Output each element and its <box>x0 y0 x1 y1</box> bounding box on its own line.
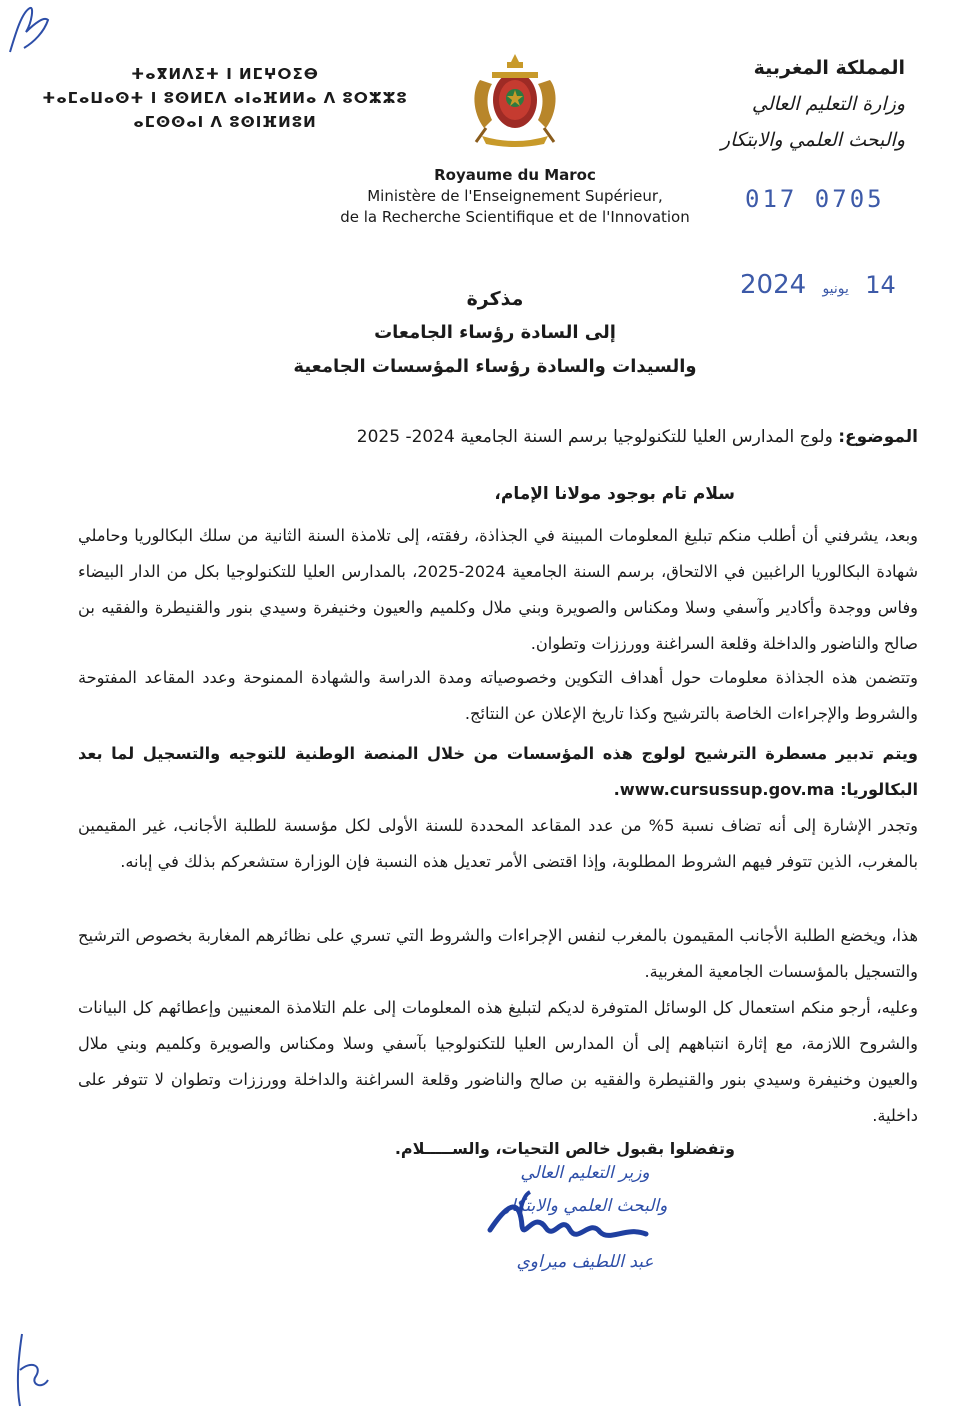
paragraph-3: ويتم تدبير مسطرة الترشيح لولوج هذه المؤسسات من خلال المنصة الوطنية للتوجيه والتسجيل لما بعد البكالوريا: www.cursussup.gov.ma. <box>78 744 918 799</box>
paragraph-4: وتجدر الإشارة إلى أنه تضاف نسبة 5% من عدد المقاعد المحددة للسنة الأولى لكل مؤسسة للطلبة الأجانب، غير المقيمين بالمغرب، الذين تتوفر فيهم الشروط المطلوبة، وإذا اقتضى الأمر تعديل هذه النسبة فإن الوزارة ستشعركم بذلك في إبانه. <box>78 816 918 871</box>
arabic-ministry: وزارة التعليم العالي <box>751 93 905 115</box>
amazigh-line-3: ⴰⵎⵙⵙⴰⵏ ⴷ ⵓⵙⵏⴼⵍⵓⵍ <box>133 113 317 131</box>
signatory-name: عبد اللطيف ميراوي <box>516 1252 654 1272</box>
french-ministry-cont: de la Recherche Scientifique et de l'Innovation <box>340 208 690 226</box>
paragraph-2: وتتضمن هذه الجذاذة معلومات حول أهداف التكوين وخصوصياته ومدة الدراسة والشهادة الممنوحة وعدد المقاعد المفتوحة والشروط والإجراءات الخاصة بالترشيح وكذا تاريخ الإعلان عن النتائج. <box>78 668 918 723</box>
french-kingdom: Royaume du Maroc <box>434 166 596 184</box>
subject-line <box>218 422 918 452</box>
arabic-ministry-cont: والبحث العلمي والابتكار <box>720 129 905 151</box>
closing-salutation: وتفضلوا بقبول خالص التحيات، والســـــلام. <box>394 1139 735 1158</box>
french-ministry: Ministère de l'Enseignement Supérieur, <box>367 187 663 205</box>
reference-number-stamp: 017 0705 <box>745 185 885 213</box>
arabic-letterhead <box>665 50 905 158</box>
amazigh-letterhead <box>40 62 410 134</box>
subject-text: ولوج المدارس العليا للتكنولوجيا برسم السنة الجامعية 2024- 2025 <box>356 427 839 447</box>
paragraph-6: وعليه، أرجو منكم استعمال كل الوسائل المتوفرة لديكم لتبليغ هذه المعلومات إلى علم التلامذة المعنيين وإعطائهم كل البيانات والشروح اللازمة، مع إثارة انتباههم إلى أن المدارس العليا للتكنولوجيا بآسفي وسلا ومكناس والصويرة وكلميم وبني ملال والعيون وخنيفرة وسيدي بنور والقنيطرة والفقيه بن صالح والناضور وقلعة السراغنة والداخلة وورززات وتطوان لا تتوفر على داخلية. <box>78 998 918 1125</box>
coat-of-arms-emblem <box>462 50 568 150</box>
date-stamp <box>740 270 896 300</box>
date-month: يونيو <box>822 281 849 297</box>
french-letterhead <box>290 164 740 228</box>
arabic-kingdom: المملكة المغربية <box>753 57 905 79</box>
corner-handwriting-bottom <box>8 1330 52 1410</box>
paragraph-1: وبعد، يشرفني أن أطلب منكم تبليغ المعلومات المبينة في الجذاذة، رفقته، إلى تلامذة السنة الثانية من سلك البكالوريا وحاملي شهادة البكالوريا الراغبين في الالتحاق، برسم السنة الجامعية 2024-2025، بالمدارس العليا للتكنولوجيا بكل من الدار البيضاء وفاس ووجدة وأكادير وآسفي وسلا ومكناس والصويرة وبني ملال وكلميم والعيون وخنيفرة وسيدي بنور والقنيطرة والفقيه بن صالح والناضور والداخلة وقلعة السراغنة وورززات وتطوان. <box>78 526 919 653</box>
memo-header <box>280 282 710 384</box>
signatory-title-2: والبحث العلمي والابتكار <box>502 1196 668 1216</box>
memo-title: مذكرة <box>466 288 524 310</box>
date-year: 2024 <box>740 270 807 300</box>
addressee-line-2: والسيدات والسادة رؤساء المؤسسات الجامعية <box>293 356 697 377</box>
amazigh-line-1: ⵜⴰⴳⵍⴷⵉⵜ ⵏ ⵍⵎⵖⵔⵉⴱ <box>131 65 319 83</box>
date-day: 14 <box>865 271 896 299</box>
subject-label: الموضوع: <box>838 427 918 447</box>
signatory-title-1: وزير التعليم العالي <box>520 1163 650 1183</box>
signature-block <box>420 1160 750 1278</box>
handwritten-signature <box>450 1190 690 1250</box>
paragraph-5: هذا، ويخضع الطلبة الأجانب المقيمون بالمغرب لنفس الإجراءات والشروط التي تسري على نظائرهم المغاربة بخصوص الترشيح والتسجيل بالمؤسسات الجامعية المغربية. <box>78 926 918 981</box>
corner-handwriting-top <box>4 2 52 62</box>
addressee-line-1: إلى السادة رؤساء الجامعات <box>374 322 616 343</box>
amazigh-line-2: ⵜⴰⵎⴰⵡⴰⵙⵜ ⵏ ⵓⵙⵍⵎⴷ ⴰⵏⴰⴼⵍⵍⴰ ⴷ ⵓⵔⵣⵣⵓ <box>42 89 408 107</box>
greeting: سلام تام بوجود مولانا الإمام، <box>494 484 735 504</box>
